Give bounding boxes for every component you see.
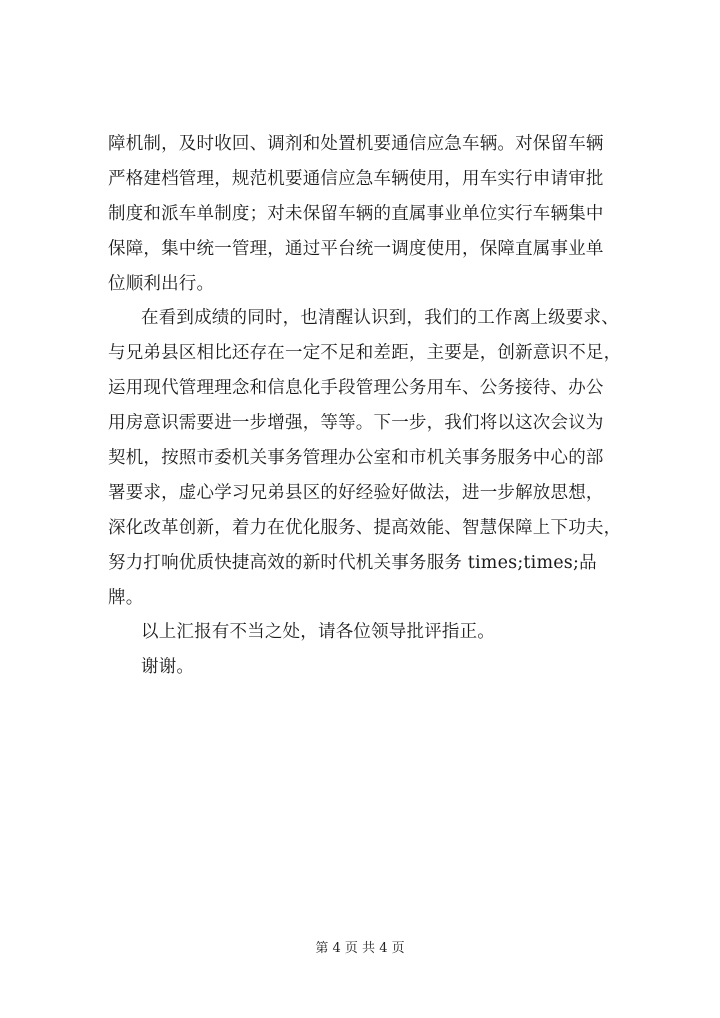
page-number-footer: 第 4 页 共 4 页 [315, 941, 405, 956]
text-line: 运用现代管理理念和信息化手段管理公务用车、公务接待、办公 [108, 378, 604, 399]
text-line: 努力打响优质快捷高效的新时代机关事务服务 times;times;品 [108, 552, 597, 573]
text-line: 保障，集中统一管理，通过平台统一调度使用，保障直属事业单 [108, 238, 604, 259]
text-line: 在看到成绩的同时，也清醒认识到，我们的工作离上级要求、 [141, 308, 619, 329]
paragraph-outlook [108, 301, 636, 615]
paragraph-thanks: 谢谢。 [141, 657, 195, 678]
text-line: 障机制，及时收回、调剂和处置机要通信应急车辆。对保留车辆 [108, 134, 604, 154]
text-line: 牌。 [108, 587, 144, 608]
text-line: 契机，按照市委机关事务管理办公室和市机关事务服务中心的部 [108, 448, 604, 469]
text-line: 位顺利出行。 [108, 273, 215, 294]
document-body [108, 127, 636, 685]
text-line: 用房意识需要进一步增强，等等。下一步，我们将以这次会议为 [108, 413, 604, 434]
paragraph-continued [108, 127, 636, 301]
paragraph-closing: 以上汇报有不当之处，请各位领导批评指正。 [141, 622, 495, 643]
text-line: 署要求，虚心学习兄弟县区的好经验好做法，进一步解放思想， [108, 482, 604, 503]
text-line: 深化改革创新，着力在优化服务、提高效能、智慧保障上下功夫， [108, 517, 622, 538]
text-line: 与兄弟县区相比还存在一定不足和差距，主要是，创新意识不足， [108, 343, 622, 364]
text-line: 制度和派车单制度；对未保留车辆的直属事业单位实行车辆集中 [108, 203, 604, 224]
text-line: 严格建档管理，规范机要通信应急车辆使用，用车实行申请审批 [108, 168, 604, 189]
